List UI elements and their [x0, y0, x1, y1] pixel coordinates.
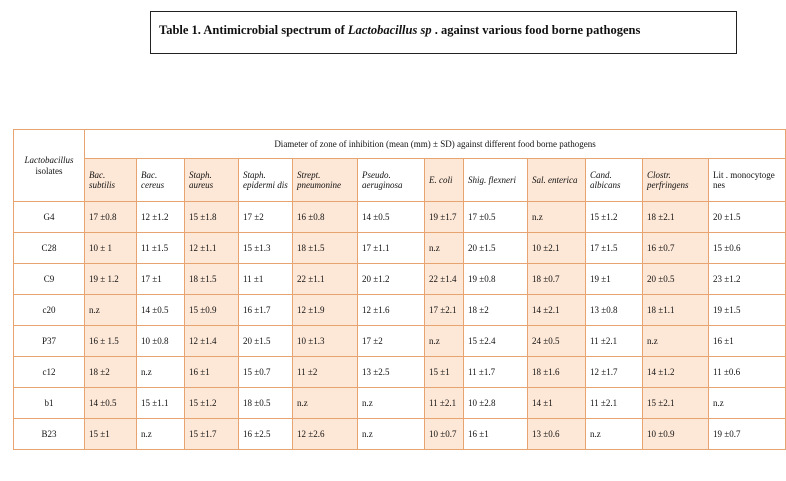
table-cell: 12 ±1.1: [185, 233, 239, 264]
table-cell: 10 ±1.3: [293, 326, 358, 357]
table-cell: n.z: [425, 326, 464, 357]
isolate-label: C9: [14, 264, 85, 295]
table-cell: 11 ±2.1: [586, 388, 643, 419]
table-cell: 14 ±1: [528, 388, 586, 419]
table-title-box: [150, 11, 737, 54]
table-cell: n.z: [709, 388, 786, 419]
column-header-row: [14, 159, 786, 202]
table-cell: 17 ±1.5: [586, 233, 643, 264]
table-cell: 11 ±2.1: [425, 388, 464, 419]
table-cell: 14 ±2.1: [528, 295, 586, 326]
table-cell: 17 ±0.8: [85, 202, 137, 233]
table-cell: 15 ±0.6: [709, 233, 786, 264]
table-cell: 18 ±2: [85, 357, 137, 388]
table-cell: 13 ±0.6: [528, 419, 586, 450]
table-cell: 15 ±1.2: [185, 388, 239, 419]
table-row: [14, 357, 786, 388]
table-cell: 12 ±2.6: [293, 419, 358, 450]
table-cell: 20 ±1.5: [239, 326, 293, 357]
column-header: Staph. aureus: [185, 159, 239, 202]
column-header: E. coli: [425, 159, 464, 202]
column-header: Sal. enterica: [528, 159, 586, 202]
column-header: Strept. pneumonine: [293, 159, 358, 202]
table-cell: n.z: [137, 357, 185, 388]
table-row: [14, 419, 786, 450]
table-title: [159, 23, 640, 38]
table-cell: 10 ±0.7: [425, 419, 464, 450]
table-cell: 24 ±0.5: [528, 326, 586, 357]
table-row: [14, 388, 786, 419]
column-header: Staph. epidermi dis: [239, 159, 293, 202]
isolate-label: c20: [14, 295, 85, 326]
table-cell: 13 ±0.8: [586, 295, 643, 326]
table-cell: 23 ±1.2: [709, 264, 786, 295]
table-cell: 11 ±1.5: [137, 233, 185, 264]
table-cell: n.z: [85, 295, 137, 326]
table-cell: 10 ±2.8: [464, 388, 528, 419]
column-header: Clostr. perfringens: [643, 159, 709, 202]
span-header: Diameter of zone of inhibition (mean (mm) ± SD) against different food borne pathogens: [85, 130, 786, 159]
table-row: [14, 295, 786, 326]
table-cell: 16 ±2.5: [239, 419, 293, 450]
table-cell: 10 ±0.9: [643, 419, 709, 450]
table-cell: 19 ±1: [586, 264, 643, 295]
title-italic: Lactobacillus sp: [347, 23, 432, 37]
table-cell: 19 ±0.8: [464, 264, 528, 295]
isolate-label: C28: [14, 233, 85, 264]
table-cell: 18 ±1.6: [528, 357, 586, 388]
table-cell: 10 ±0.8: [137, 326, 185, 357]
table-cell: 19 ±1.5: [709, 295, 786, 326]
table-cell: 16 ±0.7: [643, 233, 709, 264]
table-cell: n.z: [586, 419, 643, 450]
column-header: Shig. flexneri: [464, 159, 528, 202]
column-header: Lit . monocytoge nes: [709, 159, 786, 202]
table-cell: 15 ±1.2: [586, 202, 643, 233]
table-cell: 18 ±1.1: [643, 295, 709, 326]
table-cell: 15 ±0.7: [239, 357, 293, 388]
isolate-label: G4: [14, 202, 85, 233]
table-cell: 14 ±0.5: [358, 202, 425, 233]
table-cell: 16 ±1: [464, 419, 528, 450]
table-cell: 20 ±1.5: [464, 233, 528, 264]
table-cell: 11 ±1.7: [464, 357, 528, 388]
table-cell: 12 ±1.4: [185, 326, 239, 357]
table-cell: 19 ± 1.2: [85, 264, 137, 295]
table-cell: 16 ±1.7: [239, 295, 293, 326]
title-prefix: Table 1. Antimicrobial spectrum of: [159, 23, 348, 37]
table-cell: 17 ±2: [358, 326, 425, 357]
table-cell: n.z: [643, 326, 709, 357]
table-row: [14, 233, 786, 264]
table-cell: 11 ±2.1: [586, 326, 643, 357]
column-header: Cand. albicans: [586, 159, 643, 202]
table-cell: 22 ±1.4: [425, 264, 464, 295]
table-row: [14, 202, 786, 233]
corner-header: [14, 130, 85, 202]
table-cell: 15 ±2.1: [643, 388, 709, 419]
table-cell: 20 ±1.2: [358, 264, 425, 295]
table-cell: 22 ±1.1: [293, 264, 358, 295]
table-cell: 18 ±2: [464, 295, 528, 326]
table-cell: 15 ±1: [85, 419, 137, 450]
table-cell: 18 ±0.5: [239, 388, 293, 419]
table-cell: n.z: [293, 388, 358, 419]
corner-line-1: Lactobacillus: [24, 154, 74, 165]
table-cell: 19 ±1.7: [425, 202, 464, 233]
table-cell: 12 ±1.7: [586, 357, 643, 388]
table-cell: 18 ±0.7: [528, 264, 586, 295]
table-cell: 15 ±1.7: [185, 419, 239, 450]
table-cell: 11 ±2: [293, 357, 358, 388]
table-body: [14, 202, 786, 450]
table-cell: 17 ±1: [137, 264, 185, 295]
table-cell: 15 ±1.3: [239, 233, 293, 264]
table-cell: 17 ±2.1: [425, 295, 464, 326]
antimicrobial-table: [13, 129, 786, 450]
table-cell: 14 ±0.5: [137, 295, 185, 326]
table-cell: 16 ±1: [185, 357, 239, 388]
table-cell: 12 ±1.2: [137, 202, 185, 233]
table-cell: 11 ±0.6: [709, 357, 786, 388]
table-cell: 16 ±1: [709, 326, 786, 357]
table-cell: 15 ±2.4: [464, 326, 528, 357]
table-cell: 15 ±1.1: [137, 388, 185, 419]
isolate-label: B23: [14, 419, 85, 450]
table-cell: 18 ±2.1: [643, 202, 709, 233]
column-header: Pseudo. aeruginosa: [358, 159, 425, 202]
table-row: [14, 264, 786, 295]
table-cell: 12 ±1.6: [358, 295, 425, 326]
table-cell: n.z: [137, 419, 185, 450]
title-suffix: . against various food borne pathogens: [431, 23, 641, 37]
table-cell: 14 ±0.5: [85, 388, 137, 419]
table-cell: 18 ±1.5: [185, 264, 239, 295]
isolate-label: c12: [14, 357, 85, 388]
table-cell: n.z: [528, 202, 586, 233]
table-cell: 18 ±1.5: [293, 233, 358, 264]
table-cell: n.z: [358, 388, 425, 419]
isolate-label: b1: [14, 388, 85, 419]
table-cell: n.z: [425, 233, 464, 264]
table-cell: 20 ±1.5: [709, 202, 786, 233]
column-header: Bac. subtilis: [85, 159, 137, 202]
column-header: Bac. cereus: [137, 159, 185, 202]
table-cell: 17 ±1.1: [358, 233, 425, 264]
table-cell: 15 ±1.8: [185, 202, 239, 233]
table-cell: 15 ±0.9: [185, 295, 239, 326]
table-row: [14, 326, 786, 357]
table-cell: 11 ±1: [239, 264, 293, 295]
corner-line-2: isolates: [35, 165, 63, 176]
table-cell: 16 ±0.8: [293, 202, 358, 233]
table-cell: 10 ±2.1: [528, 233, 586, 264]
table-cell: 13 ±2.5: [358, 357, 425, 388]
table-cell: 17 ±0.5: [464, 202, 528, 233]
table-cell: 20 ±0.5: [643, 264, 709, 295]
table-cell: 16 ± 1.5: [85, 326, 137, 357]
table-cell: 19 ±0.7: [709, 419, 786, 450]
table-cell: 10 ± 1: [85, 233, 137, 264]
table-cell: 15 ±1: [425, 357, 464, 388]
isolate-label: P37: [14, 326, 85, 357]
table-cell: 12 ±1.9: [293, 295, 358, 326]
table-cell: 14 ±1.2: [643, 357, 709, 388]
table-cell: n.z: [358, 419, 425, 450]
table-cell: 17 ±2: [239, 202, 293, 233]
